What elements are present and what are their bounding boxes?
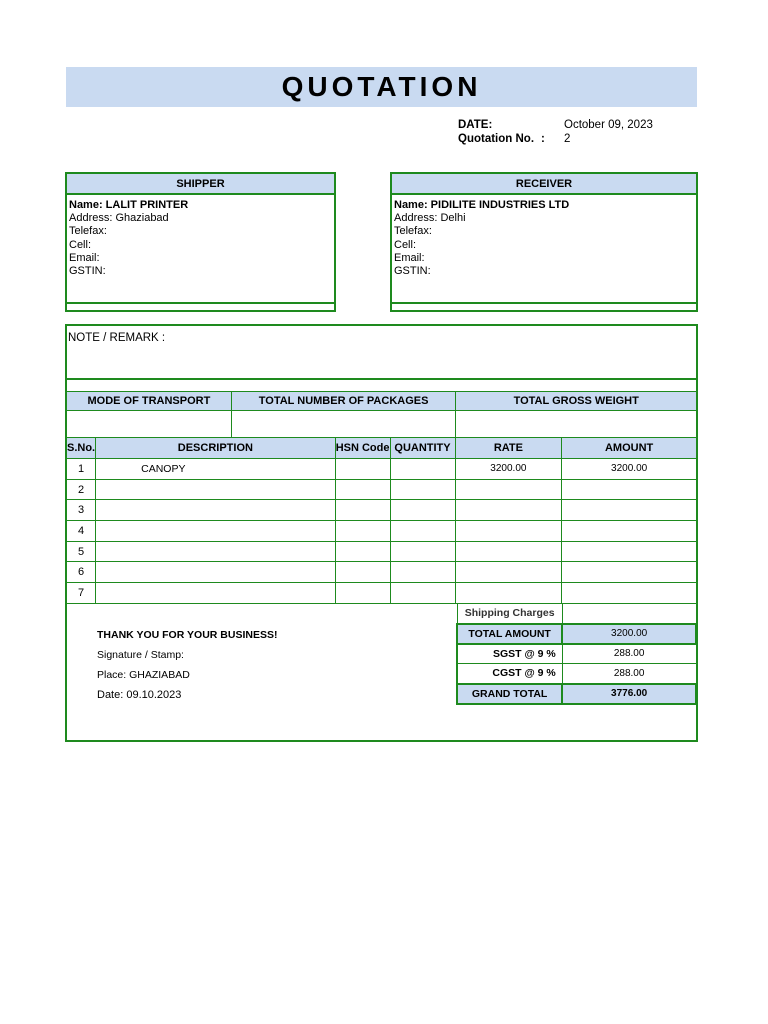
row-sno: 1 — [67, 459, 96, 480]
footer-date: Date: 09.10.2023 — [97, 689, 182, 701]
signature-label: Signature / Stamp: — [97, 649, 184, 661]
row-description[interactable]: CANOPY — [96, 459, 336, 480]
gross-weight-value[interactable] — [456, 411, 697, 438]
table-row — [67, 583, 697, 604]
table-row — [67, 562, 697, 583]
shipping-charges-value[interactable] — [562, 604, 696, 624]
date-label: DATE: — [458, 119, 493, 131]
row-hsn[interactable] — [335, 541, 390, 562]
row-sno: 5 — [67, 541, 96, 562]
quotation-number-value: 2 — [564, 133, 571, 145]
row-hsn[interactable] — [335, 583, 390, 604]
receiver-telefax: Telefax: — [394, 225, 432, 238]
row-rate[interactable] — [455, 541, 562, 562]
row-description[interactable] — [96, 500, 336, 521]
receiver-details — [392, 195, 696, 278]
shipper-details — [67, 195, 334, 278]
row-description[interactable] — [96, 521, 336, 542]
row-amount: 3200.00 — [562, 459, 697, 480]
receiver-bottom-strip — [392, 302, 696, 310]
sgst-value: 288.00 — [562, 644, 696, 664]
row-rate[interactable] — [455, 479, 562, 500]
table-row — [67, 500, 697, 521]
table-row — [67, 459, 697, 480]
table-row — [67, 541, 697, 562]
row-hsn[interactable] — [335, 562, 390, 583]
gross-weight-header: TOTAL GROSS WEIGHT — [456, 392, 697, 411]
receiver-email: Email: — [394, 251, 425, 264]
row-description[interactable] — [96, 562, 336, 583]
cgst-label: CGST @ 9 % — [457, 664, 562, 684]
sgst-label: SGST @ 9 % — [457, 644, 562, 664]
shipper-email: Email: — [69, 251, 100, 264]
sno-header: S.No. — [67, 438, 96, 459]
page-title: QUOTATION — [66, 67, 697, 107]
row-quantity[interactable] — [390, 479, 455, 500]
row-rate[interactable] — [455, 583, 562, 604]
row-description[interactable] — [96, 541, 336, 562]
place-label: Place: GHAZIABAD — [97, 669, 190, 681]
row-rate[interactable] — [455, 521, 562, 542]
amount-header: AMOUNT — [562, 438, 697, 459]
note-label: NOTE / REMARK : — [68, 332, 166, 344]
row-quantity[interactable] — [390, 459, 455, 480]
total-amount-value: 3200.00 — [562, 624, 696, 644]
table-row — [67, 521, 697, 542]
row-quantity[interactable] — [390, 500, 455, 521]
row-amount — [562, 562, 697, 583]
row-hsn[interactable] — [335, 500, 390, 521]
row-sno: 2 — [67, 479, 96, 500]
row-rate[interactable] — [455, 500, 562, 521]
totals-table — [456, 603, 697, 705]
receiver-address: Address: Delhi — [394, 212, 466, 225]
grand-total-label: GRAND TOTAL — [457, 684, 562, 704]
table-row — [67, 479, 697, 500]
row-description[interactable] — [96, 583, 336, 604]
receiver-gstin: GSTIN: — [394, 265, 431, 278]
receiver-box — [390, 172, 698, 312]
cgst-value: 288.00 — [562, 664, 696, 684]
quotation-number-label: Quotation No. — [458, 133, 535, 145]
shipper-bottom-strip — [67, 302, 334, 310]
row-rate[interactable]: 3200.00 — [455, 459, 562, 480]
row-amount — [562, 500, 697, 521]
rate-header: RATE — [455, 438, 562, 459]
total-packages-value[interactable] — [231, 411, 456, 438]
note-divider — [65, 378, 698, 380]
mode-of-transport-header: MODE OF TRANSPORT — [67, 392, 232, 411]
row-amount — [562, 479, 697, 500]
row-hsn[interactable] — [335, 479, 390, 500]
date-value: October 09, 2023 — [564, 119, 653, 131]
hsn-code-header: HSN Code — [335, 438, 390, 459]
shipper-name: Name: LALIT PRINTER — [69, 199, 189, 211]
row-sno: 6 — [67, 562, 96, 583]
total-amount-label: TOTAL AMOUNT — [457, 624, 562, 644]
total-packages-header: TOTAL NUMBER OF PACKAGES — [231, 392, 456, 411]
receiver-name: Name: PIDILITE INDUSTRIES LTD — [394, 199, 570, 211]
row-amount — [562, 583, 697, 604]
shipper-telefax: Telefax: — [69, 225, 107, 238]
mode-of-transport-value[interactable] — [67, 411, 232, 438]
row-sno: 4 — [67, 521, 96, 542]
row-quantity[interactable] — [390, 521, 455, 542]
shipping-charges-label: Shipping Charges — [457, 604, 562, 624]
row-quantity[interactable] — [390, 583, 455, 604]
row-quantity[interactable] — [390, 541, 455, 562]
shipper-heading: SHIPPER — [67, 174, 334, 195]
row-amount — [562, 521, 697, 542]
quotation-number-colon: : — [541, 133, 545, 145]
receiver-cell: Cell: — [394, 238, 417, 251]
row-amount — [562, 541, 697, 562]
shipper-gstin: GSTIN: — [69, 265, 106, 278]
description-header: DESCRIPTION — [96, 438, 336, 459]
row-sno: 7 — [67, 583, 96, 604]
row-description[interactable] — [96, 479, 336, 500]
shipper-cell: Cell: — [69, 238, 92, 251]
transport-table — [66, 391, 697, 438]
receiver-heading: RECEIVER — [392, 174, 696, 195]
row-sno: 3 — [67, 500, 96, 521]
items-table — [66, 437, 697, 604]
thank-you-note: THANK YOU FOR YOUR BUSINESS! — [97, 629, 278, 641]
row-rate[interactable] — [455, 562, 562, 583]
shipper-box — [65, 172, 336, 312]
grand-total-value: 3776.00 — [562, 684, 696, 704]
shipper-address: Address: Ghaziabad — [69, 212, 169, 225]
row-hsn[interactable] — [335, 459, 390, 480]
quantity-header: QUANTITY — [390, 438, 455, 459]
row-hsn[interactable] — [335, 521, 390, 542]
row-quantity[interactable] — [390, 562, 455, 583]
